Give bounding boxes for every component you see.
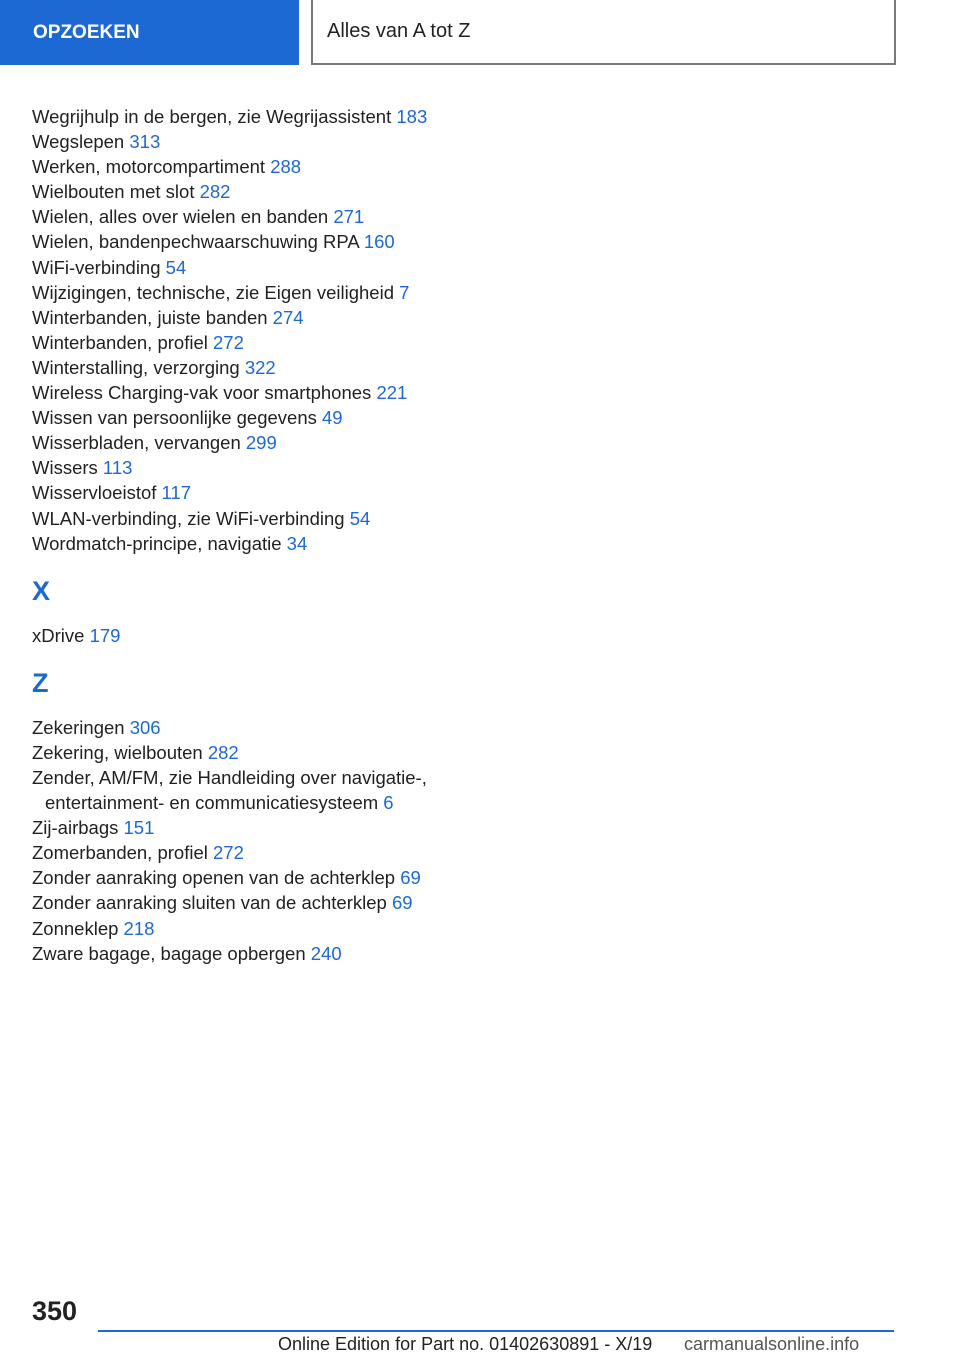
index-entry (32, 405, 592, 430)
page-reference-link[interactable]: 183 (396, 106, 428, 127)
index-entry-text: xDrive (32, 624, 85, 646)
page-reference-link[interactable]: 271 (333, 206, 365, 228)
page-reference-link[interactable]: 282 (199, 181, 231, 203)
page-reference-link[interactable]: 69 (391, 892, 413, 914)
page-reference-link[interactable]: 54 (349, 507, 371, 529)
index-entry-text: Zomerbanden, profiel (32, 842, 208, 864)
index-letter-heading: Z (32, 667, 49, 698)
page-reference-link[interactable]: 240 (310, 942, 342, 964)
page-reference-link[interactable]: 160 (363, 231, 395, 253)
page-reference-link[interactable]: 113 (102, 457, 133, 479)
page-reference-link[interactable]: 151 (123, 817, 155, 839)
index-entry (32, 765, 592, 815)
index-entry-text: WiFi-verbinding (32, 256, 161, 278)
index-entry (32, 916, 592, 941)
page-reference-link[interactable]: 313 (129, 131, 161, 153)
index-entry (32, 715, 592, 740)
index-entry-text: WLAN-verbinding, zie WiFi-verbinding (32, 507, 345, 529)
index-entry-text: Wegrijhulp in de bergen, zie Wegrijassistent (32, 106, 392, 127)
chapter-title: Alles van A tot Z (327, 20, 471, 42)
index-entry-text: Wisservloeistof (32, 482, 157, 504)
index-entry (32, 815, 592, 840)
page-reference-link[interactable]: 299 (245, 432, 277, 454)
page-reference-link[interactable]: 218 (123, 917, 155, 939)
index-entry (32, 430, 592, 455)
section-tab (0, 0, 299, 65)
index-entry-text: Wijzigingen, technische, zie Eigen veiligheid (32, 281, 394, 303)
index-entry-text: Werken, motorcompartiment (32, 156, 266, 178)
page-reference-link[interactable]: 272 (213, 331, 244, 353)
index-entry-text: Wordmatch-principe, navigatie (32, 532, 282, 554)
index-entry-text: Wisserbladen, vervangen (32, 432, 241, 454)
index-entry (32, 280, 592, 305)
index-entry-text: Zware bagage, bagage opbergen (32, 942, 306, 964)
page-reference-link[interactable]: 272 (213, 842, 244, 864)
index-entry (32, 941, 592, 966)
page-number: 350 (32, 1296, 78, 1326)
page-reference-link[interactable]: 69 (400, 867, 421, 889)
watermark: carmanualsonline.info (684, 1334, 860, 1354)
index-entry-text: Wielen, alles over wielen en banden (32, 206, 329, 228)
index-entry (32, 840, 592, 865)
index-entry (32, 355, 592, 380)
page-reference-link[interactable]: 49 (322, 407, 343, 429)
index-entry-text: Zonneklep (32, 917, 119, 939)
index-entry-text: Winterbanden, profiel (32, 331, 208, 353)
index-entry-text: Zonder aanraking sluiten van de achterklep (32, 892, 387, 914)
footer-divider (98, 1330, 894, 1332)
index-entry-text: Zekeringen (32, 716, 125, 738)
index-entry-text-continued: entertainment- en communicatiesysteem (45, 792, 379, 814)
index-list (32, 104, 592, 966)
page-reference-link[interactable]: 221 (376, 382, 408, 404)
page-reference-link[interactable]: 6 (383, 792, 394, 814)
index-entry (32, 129, 592, 154)
page-reference-link[interactable]: 34 (286, 532, 308, 554)
index-entry (32, 890, 592, 915)
page-reference-link[interactable]: 54 (165, 256, 187, 278)
edition-info: Online Edition for Part no. 01402630891 - X/19 (278, 1334, 653, 1354)
index-entry (32, 380, 592, 405)
index-entry-text: Zekering, wielbouten (32, 741, 203, 763)
index-entry-text: Zender, AM/FM, zie Handleiding over navigatie-, (32, 766, 427, 788)
index-entry (32, 255, 592, 280)
index-entry (32, 480, 592, 505)
index-entry (32, 179, 592, 204)
chapter-header (311, 0, 896, 65)
index-letter-heading: X (32, 575, 51, 606)
index-entry-text: Wireless Charging-vak voor smartphones (32, 382, 372, 404)
page-reference-link[interactable]: 306 (129, 716, 161, 738)
index-entry-text: Wissers (32, 457, 98, 479)
index-entry-continuation (32, 790, 592, 815)
page-reference-link[interactable]: 282 (207, 741, 239, 763)
index-entry (32, 330, 592, 355)
index-entry (32, 455, 592, 480)
index-entry (32, 104, 592, 129)
index-entry (32, 305, 592, 330)
page-reference-link[interactable]: 274 (272, 306, 304, 328)
index-entry-text: Wissen van persoonlijke gegevens (32, 407, 317, 429)
index-entry (32, 623, 592, 648)
index-entry-text: Winterstalling, verzorging (32, 356, 240, 378)
index-entry-text: Zonder aanraking openen van de achterklep (32, 867, 396, 889)
index-entry (32, 865, 592, 890)
index-entry-text: Winterbanden, juiste banden (32, 306, 268, 328)
index-entry (32, 229, 592, 254)
index-entry-text: Wielbouten met slot (32, 181, 195, 203)
section-title: OPZOEKEN (33, 21, 140, 43)
page-reference-link[interactable]: 322 (244, 356, 276, 378)
page-reference-link[interactable]: 7 (399, 281, 410, 303)
index-entry (32, 154, 592, 179)
index-entry-text: Wielen, bandenpechwaarschuwing RPA (32, 231, 359, 253)
index-entry (32, 204, 592, 229)
index-entry (32, 506, 592, 531)
index-entry-text: Wegslepen (32, 131, 125, 153)
index-entry (32, 740, 592, 765)
page-reference-link[interactable]: 117 (161, 482, 192, 504)
index-entry-text: Zij-airbags (32, 817, 119, 839)
index-entry (32, 531, 592, 556)
page-reference-link[interactable]: 179 (89, 624, 121, 646)
page-reference-link[interactable]: 288 (270, 156, 302, 178)
